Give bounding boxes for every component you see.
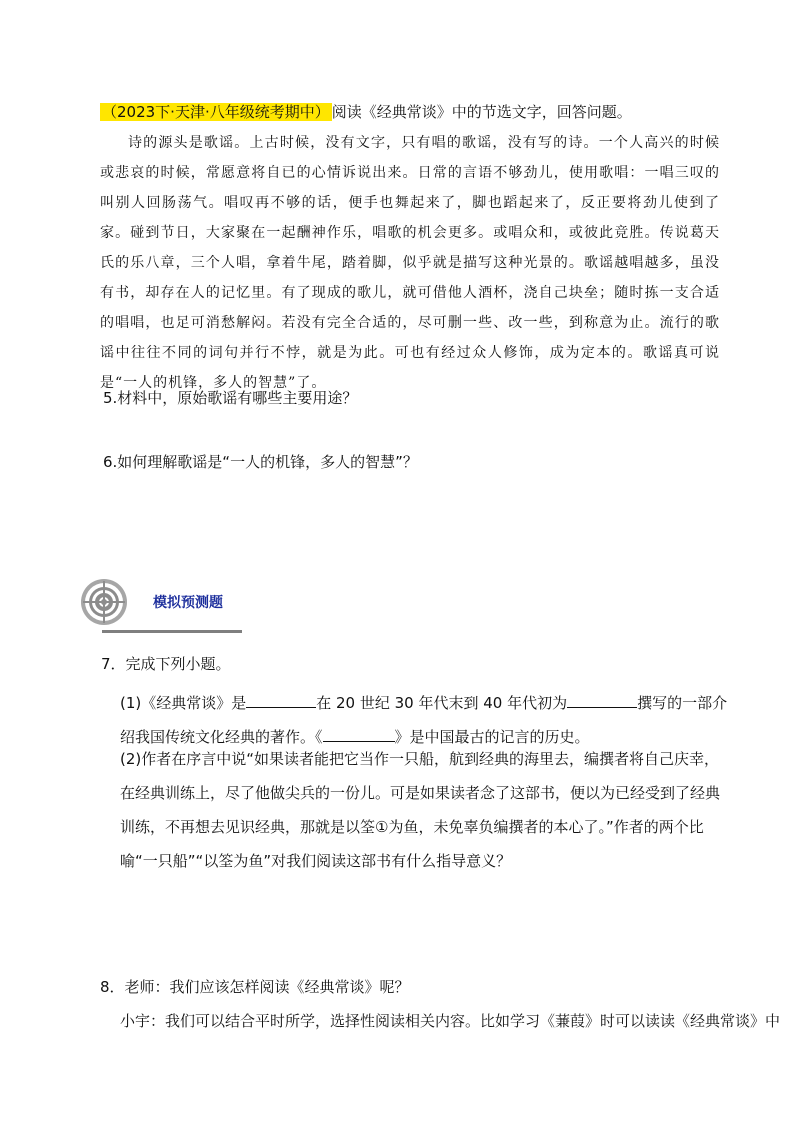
q8-teacher-line: 8．老师：我们应该怎样阅读《经典常谈》呢？ [100, 978, 410, 996]
intro-instruction: 阅读《经典常谈》中的节选文字，回答问题。 [331, 103, 632, 121]
section-title: 模拟预测题 [153, 595, 223, 611]
answer-blank-audience[interactable] [567, 689, 637, 708]
reading-passage [100, 128, 720, 398]
question-8 [100, 970, 781, 1038]
question-5: 5.材料中，原始歌谣有哪些主要用途？ [103, 389, 358, 407]
question-intro [100, 100, 632, 124]
section-header [80, 578, 242, 636]
section-underline [102, 630, 242, 633]
question-7-stem: 7．完成下列小题。 [101, 655, 231, 673]
q8-student-line: 小宇：我们可以结合平时所学，选择性阅读相关内容。比如学习《蒹葭》时可以读读《经典常谈》中 [120, 1012, 781, 1030]
question-7-part-2 [100, 742, 720, 878]
question-6: 6.如何理解歌谣是“一人的机锋，多人的智慧”？ [103, 453, 418, 471]
source-highlight: （2023下·天津·八年级统考期中） [102, 103, 330, 121]
q7-1-mid1: 在 20 世纪 30 年代末到 40 年代初为 [316, 694, 568, 712]
answer-blank-book-title[interactable] [323, 723, 395, 742]
passage-paragraph: 诗的源头是歌谣。上古时候，没有文字，只有唱的歌谣，没有写的诗。一个人高兴的时候或悲哀的时候，常愿意将自已的心情诉说出来。日常的言语不够劲儿，使用歌唱：一唱三叹的叫别人回肠荡气。唱叹再不够的话，便手也舞起来了，脚也蹈起来了，反正要将劲儿使到了家。碰到节日，大家聚在一起酬神作乐，唱歌的机会更多。或唱众和，或彼此竞胜。传说葛天氏的乐八章，三个人唱，拿着牛尾，踏着脚，似乎就是描写这种光景的。歌谣越唱越多，虽没有书，却存在人的记忆里。有了现成的歌儿，就可借他人酒杯，浇自己块垒；随时拣一支合适的唱唱，也足可消愁解闷。若没有完全合适的，尽可删一些、改一些，到称意为止。流行的歌谣中往往不同的词句并行不悖，就是为此。可也有经过众人修饰，成为定本的。歌谣真可说是“一人的机锋，多人的智慧”了。 [100, 135, 720, 391]
answer-blank-author[interactable] [246, 689, 316, 708]
q7-1-suffix: 》是中国最古的记言的历史。 [394, 728, 590, 746]
q7-2-text: (2)作者在序言中说“如果读者能把它当作一只船，航到经典的海里去，编撰者将自己庆幸，在经典训练上，尽了他做尖兵的一份儿。可是如果读者念了这部书，便以为已经受到了经典训练，不再想去见识经典，那就是以筌①为鱼，未免辜负编撰者的本心了。”作者的两个比喻“一只船”“以筌为鱼”对我们阅读这部书有什么指导意义？ [120, 750, 721, 870]
q7-1-prefix: (1)《经典常谈》是 [120, 694, 247, 712]
target-icon [80, 578, 128, 626]
q7-1-mid2: 撰写的一部介绍我国传统文化经典的著作。《 [120, 694, 728, 746]
